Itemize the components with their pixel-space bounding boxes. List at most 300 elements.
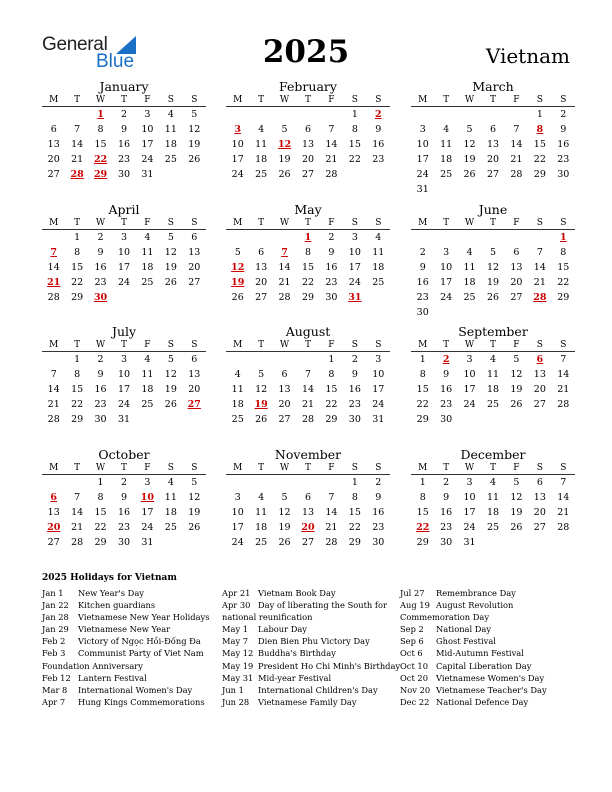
day-cell: 12 (463, 139, 476, 150)
day-cell: 20 (510, 277, 523, 288)
day-cell: 30 (325, 292, 338, 303)
holiday-date: Dec 22 (400, 696, 430, 707)
day-cell: 26 (188, 154, 201, 165)
day-cell: 25 (141, 399, 154, 410)
holiday-item (400, 611, 547, 623)
day-cell: 26 (463, 169, 476, 180)
weekday-label: F (328, 340, 335, 350)
holiday-date: Jan 1 (42, 588, 64, 598)
day-cell: 6 (191, 354, 198, 365)
day-cell: 29 (416, 537, 429, 548)
weekday-header (42, 217, 206, 230)
weekday-label: W (279, 463, 290, 473)
holiday-item (42, 647, 209, 659)
holiday-date: Nov 20 (400, 684, 431, 695)
day-cell: 19 (486, 277, 500, 288)
day-cell: 23 (440, 522, 453, 533)
empty-cell (42, 475, 65, 490)
day-cell: 15 (71, 262, 84, 273)
weekday-label: S (191, 95, 198, 105)
holiday-item (222, 672, 400, 684)
month-name: December (460, 447, 526, 462)
month-may (226, 202, 390, 305)
holiday-name: Kitchen guardians (78, 600, 156, 611)
day-cell: 12 (510, 492, 523, 503)
weekday-label: T (74, 340, 81, 350)
day-cell: 1 (419, 477, 426, 488)
day-cell: 27 (278, 414, 291, 425)
day-cell: 27 (47, 169, 60, 180)
holiday-day-cell: 1 (97, 109, 104, 120)
day-cell: 16 (557, 139, 570, 150)
day-cell: 17 (141, 139, 154, 150)
day-cell: 30 (94, 414, 107, 425)
holiday-name: Vietnamese Women's Day (436, 672, 545, 683)
day-cell: 25 (141, 277, 154, 288)
holiday-name: New Year's Day (78, 588, 144, 598)
month-name: April (108, 202, 140, 217)
weekday-label: S (536, 95, 543, 105)
day-cell: 19 (164, 262, 177, 273)
day-cell: 14 (557, 492, 570, 503)
holiday-name: National Day (436, 624, 492, 635)
month-july (42, 324, 206, 427)
holiday-date: Mar 8 (42, 684, 68, 695)
holiday-name: Victory of Ngọc Hồi-Đống Đa (78, 636, 201, 647)
weekday-label: T (74, 463, 81, 473)
day-cell: 19 (510, 384, 523, 395)
day-grid (226, 230, 390, 305)
day-cell: 10 (416, 139, 429, 150)
day-cell: 31 (416, 184, 429, 195)
day-cell: 7 (74, 124, 81, 135)
day-cell: 1 (351, 477, 358, 488)
weekday-label: T (489, 340, 496, 350)
empty-cell (458, 230, 481, 245)
day-cell: 15 (416, 507, 429, 518)
weekday-label: T (489, 218, 496, 228)
day-cell: 11 (255, 507, 268, 518)
day-cell: 11 (486, 492, 500, 503)
day-cell: 27 (188, 277, 201, 288)
holiday-item (222, 635, 400, 647)
holiday-day-cell: 31 (348, 292, 362, 303)
weekday-label: F (144, 95, 151, 105)
day-cell: 5 (281, 124, 288, 135)
day-cell: 1 (97, 477, 104, 488)
logo-blue-text: Blue (96, 51, 135, 72)
month-january (42, 79, 206, 182)
day-cell: 11 (164, 124, 177, 135)
day-cell: 28 (71, 537, 84, 548)
day-cell: 7 (560, 354, 567, 365)
day-cell: 22 (71, 399, 84, 410)
weekday-label: S (167, 340, 174, 350)
holiday-day-cell: 19 (254, 399, 268, 410)
day-cell: 29 (94, 537, 107, 548)
day-cell: 2 (419, 247, 426, 258)
day-cell: 14 (278, 262, 291, 273)
day-cell: 18 (372, 262, 385, 273)
weekday-label: T (443, 340, 450, 350)
holiday-name: Hung Kings Commemorations (78, 696, 205, 707)
holiday-name: Vietnamese New Year Holidays (78, 612, 210, 623)
holiday-day-cell: 27 (187, 399, 201, 410)
empty-cell (481, 107, 504, 122)
day-cell: 22 (348, 522, 361, 533)
holiday-name: International Women's Day (78, 684, 193, 695)
day-cell: 10 (117, 247, 131, 258)
weekday-header (411, 462, 575, 475)
empty-cell (320, 475, 343, 490)
holiday-item (222, 623, 400, 635)
day-cell: 2 (351, 354, 358, 365)
empty-cell (42, 352, 65, 367)
day-cell: 11 (231, 384, 244, 395)
day-cell: 1 (351, 109, 358, 120)
day-cell: 16 (325, 262, 338, 273)
day-cell: 5 (466, 124, 473, 135)
day-cell: 12 (278, 507, 291, 518)
day-cell: 9 (120, 124, 128, 135)
weekday-label: W (464, 95, 475, 105)
weekday-label: S (167, 95, 174, 105)
day-cell: 11 (486, 369, 500, 380)
day-cell: 7 (328, 492, 335, 503)
day-cell: 15 (94, 507, 107, 518)
day-cell: 10 (117, 369, 131, 380)
day-cell: 12 (188, 124, 201, 135)
country-name: Vietnam (485, 44, 570, 68)
day-cell: 19 (278, 154, 291, 165)
weekday-label: F (144, 463, 151, 473)
holiday-item (42, 623, 209, 635)
holidays-title: 2025 Holidays for Vietnam (42, 573, 177, 583)
empty-cell (505, 107, 528, 122)
day-cell: 24 (416, 169, 429, 180)
holiday-date: Jan 22 (42, 600, 69, 611)
day-cell: 9 (443, 369, 450, 380)
day-cell: 21 (47, 399, 60, 410)
day-cell: 11 (141, 369, 154, 380)
weekday-label: T (120, 95, 127, 105)
day-cell: 14 (47, 262, 60, 273)
day-cell: 18 (164, 507, 177, 518)
holiday-item (42, 599, 209, 611)
weekday-label: S (560, 95, 567, 105)
month-september (411, 324, 575, 427)
day-cell: 17 (231, 154, 244, 165)
day-cell: 31 (141, 169, 154, 180)
day-cell: 23 (117, 522, 131, 533)
day-cell: 14 (557, 369, 570, 380)
day-cell: 4 (144, 232, 151, 243)
holiday-date: Oct 10 (400, 660, 428, 671)
weekday-label: S (536, 340, 543, 350)
day-cell: 8 (351, 124, 358, 135)
day-cell: 23 (117, 154, 131, 165)
day-cell: 17 (463, 384, 476, 395)
holiday-date: May 12 (222, 648, 254, 659)
day-cell: 4 (466, 247, 473, 258)
day-cell: 5 (234, 247, 241, 258)
month-name: October (98, 447, 150, 462)
day-cell: 22 (71, 277, 84, 288)
holiday-day-cell: 2 (374, 109, 382, 120)
weekday-label: M (233, 218, 243, 228)
holiday-name: Communist Party of Viet Nam (78, 648, 204, 659)
day-cell: 21 (533, 277, 546, 288)
day-cell: 16 (372, 139, 385, 150)
month-august (226, 324, 390, 427)
holiday-name: national reunification (222, 612, 313, 623)
weekday-label: S (560, 463, 567, 473)
holiday-item (42, 684, 209, 696)
holiday-name: August Revolution (436, 600, 514, 611)
day-cell: 27 (301, 169, 315, 180)
day-cell: 16 (94, 262, 107, 273)
day-cell: 8 (328, 369, 335, 380)
day-cell: 13 (188, 247, 201, 258)
day-cell: 30 (440, 414, 453, 425)
month-name: February (279, 79, 337, 94)
day-cell: 29 (557, 292, 570, 303)
day-cell: 31 (463, 537, 476, 548)
holiday-day-cell: 19 (231, 277, 245, 288)
day-cell: 14 (510, 139, 523, 150)
day-cell: 26 (231, 292, 244, 303)
day-cell: 1 (74, 232, 81, 243)
weekday-header (226, 462, 390, 475)
holiday-name: Foundation Anniversary (42, 660, 143, 671)
day-cell: 11 (463, 262, 476, 273)
holiday-column (222, 587, 400, 708)
day-cell: 20 (47, 154, 60, 165)
holiday-name: Capital Liberation Day (436, 660, 532, 671)
weekday-label: T (304, 218, 311, 228)
day-cell: 29 (301, 292, 315, 303)
weekday-label: W (279, 218, 290, 228)
day-cell: 16 (440, 507, 453, 518)
holiday-item (222, 611, 400, 623)
empty-cell (273, 107, 296, 122)
day-cell: 23 (348, 399, 361, 410)
empty-cell (273, 475, 296, 490)
day-cell: 17 (440, 277, 453, 288)
holiday-name: Ghost Festival (436, 636, 496, 647)
weekday-label: S (375, 463, 382, 473)
weekday-label: T (120, 463, 127, 473)
holiday-name: Remembrance Day (436, 588, 516, 598)
day-cell: 15 (71, 384, 84, 395)
day-cell: 13 (47, 139, 60, 150)
day-cell: 9 (351, 369, 358, 380)
month-name: June (478, 202, 508, 217)
weekday-label: W (95, 340, 106, 350)
holiday-name: Labour Day (258, 624, 307, 635)
holiday-item (400, 660, 547, 672)
day-cell: 5 (258, 369, 265, 380)
day-cell: 20 (533, 384, 546, 395)
month-name: July (111, 324, 137, 339)
holiday-date: May 19 (222, 660, 254, 671)
day-cell: 28 (301, 414, 315, 425)
day-cell: 13 (278, 384, 291, 395)
day-cell: 13 (301, 507, 315, 518)
day-cell: 1 (419, 354, 426, 365)
weekday-label: T (258, 340, 265, 350)
day-cell: 26 (510, 522, 523, 533)
empty-cell (528, 230, 551, 245)
holiday-date: Jun 28 (222, 696, 250, 707)
empty-cell (458, 107, 481, 122)
weekday-label: T (304, 95, 311, 105)
day-cell: 20 (255, 277, 268, 288)
day-cell: 24 (231, 537, 244, 548)
day-cell: 9 (97, 369, 104, 380)
day-cell: 24 (463, 399, 476, 410)
weekday-label: T (120, 340, 127, 350)
weekday-label: W (95, 95, 106, 105)
day-cell: 28 (325, 169, 338, 180)
day-cell: 9 (328, 247, 335, 258)
day-cell: 30 (348, 414, 361, 425)
day-cell: 27 (510, 292, 523, 303)
day-cell: 3 (120, 232, 128, 243)
holiday-item (222, 696, 400, 708)
day-grid (42, 352, 206, 427)
empty-cell (65, 475, 88, 490)
day-cell: 3 (234, 492, 241, 503)
weekday-label: T (443, 463, 450, 473)
day-cell: 8 (419, 369, 426, 380)
holiday-item (400, 647, 547, 659)
empty-cell (481, 230, 504, 245)
weekday-header (411, 339, 575, 352)
day-cell: 9 (97, 247, 104, 258)
day-cell: 9 (443, 492, 450, 503)
day-cell: 13 (510, 262, 523, 273)
day-cell: 30 (440, 537, 453, 548)
weekday-label: T (304, 463, 311, 473)
day-cell: 6 (258, 247, 265, 258)
weekday-label: S (536, 218, 543, 228)
day-cell: 20 (486, 154, 500, 165)
day-cell: 8 (304, 247, 312, 258)
day-cell: 8 (419, 492, 426, 503)
day-grid (226, 107, 390, 182)
holiday-name: National Defence Day (436, 696, 529, 707)
day-cell: 15 (94, 139, 107, 150)
day-cell: 19 (188, 507, 201, 518)
day-cell: 18 (141, 262, 154, 273)
weekday-header (226, 339, 390, 352)
day-cell: 21 (325, 522, 338, 533)
day-cell: 26 (510, 399, 523, 410)
holiday-date: May 31 (222, 672, 254, 683)
day-grid (42, 230, 206, 305)
day-cell: 19 (463, 154, 476, 165)
day-cell: 18 (463, 277, 476, 288)
day-cell: 5 (191, 477, 198, 488)
day-cell: 18 (486, 507, 500, 518)
holiday-item (400, 599, 547, 611)
weekday-label: T (74, 218, 81, 228)
weekday-label: S (351, 340, 358, 350)
holiday-item (222, 684, 400, 696)
day-cell: 28 (510, 169, 523, 180)
weekday-label: M (418, 463, 428, 473)
day-cell: 24 (348, 277, 361, 288)
holiday-day-cell: 22 (93, 154, 108, 165)
day-cell: 24 (231, 169, 244, 180)
day-cell: 30 (557, 169, 570, 180)
weekday-label: W (464, 463, 475, 473)
empty-cell (226, 230, 249, 245)
day-cell: 21 (557, 384, 570, 395)
weekday-label: T (489, 95, 496, 105)
holiday-date: Apr 21 (222, 588, 251, 598)
day-cell: 28 (557, 399, 570, 410)
weekday-label: F (513, 95, 520, 105)
day-cell: 13 (47, 507, 60, 518)
day-cell: 18 (231, 399, 244, 410)
day-cell: 3 (144, 109, 151, 120)
day-cell: 6 (191, 232, 198, 243)
month-name: March (472, 79, 514, 94)
day-cell: 19 (278, 522, 291, 533)
holiday-date: Sep 6 (400, 636, 424, 647)
day-cell: 20 (278, 399, 291, 410)
day-cell: 8 (351, 492, 358, 503)
day-cell: 18 (164, 139, 177, 150)
day-cell: 5 (191, 109, 198, 120)
weekday-label: S (560, 340, 567, 350)
day-cell: 23 (416, 292, 429, 303)
day-cell: 5 (281, 492, 288, 503)
weekday-label: S (375, 95, 382, 105)
day-cell: 17 (141, 507, 154, 518)
weekday-header (42, 462, 206, 475)
day-cell: 29 (348, 537, 361, 548)
day-cell: 13 (188, 369, 201, 380)
empty-cell (249, 352, 272, 367)
day-cell: 2 (97, 232, 104, 243)
day-cell: 1 (74, 354, 81, 365)
day-cell: 24 (463, 522, 476, 533)
day-cell: 16 (94, 384, 107, 395)
weekday-label: S (536, 463, 543, 473)
holiday-day-cell: 12 (231, 262, 245, 273)
day-cell: 25 (463, 292, 476, 303)
day-cell: 28 (278, 292, 291, 303)
weekday-label: M (233, 340, 243, 350)
month-april (42, 202, 206, 305)
holiday-date: Aug 19 (400, 600, 430, 611)
holiday-date: Feb 12 (42, 672, 71, 683)
day-cell: 16 (440, 384, 453, 395)
holiday-day-cell: 7 (50, 247, 58, 258)
day-cell: 24 (141, 154, 154, 165)
empty-cell (273, 352, 296, 367)
day-cell: 16 (372, 507, 385, 518)
day-cell: 15 (301, 262, 315, 273)
holiday-day-cell: 30 (93, 292, 108, 303)
day-cell: 25 (255, 537, 268, 548)
day-cell: 26 (278, 537, 291, 548)
day-cell: 4 (258, 492, 265, 503)
day-cell: 18 (440, 154, 453, 165)
